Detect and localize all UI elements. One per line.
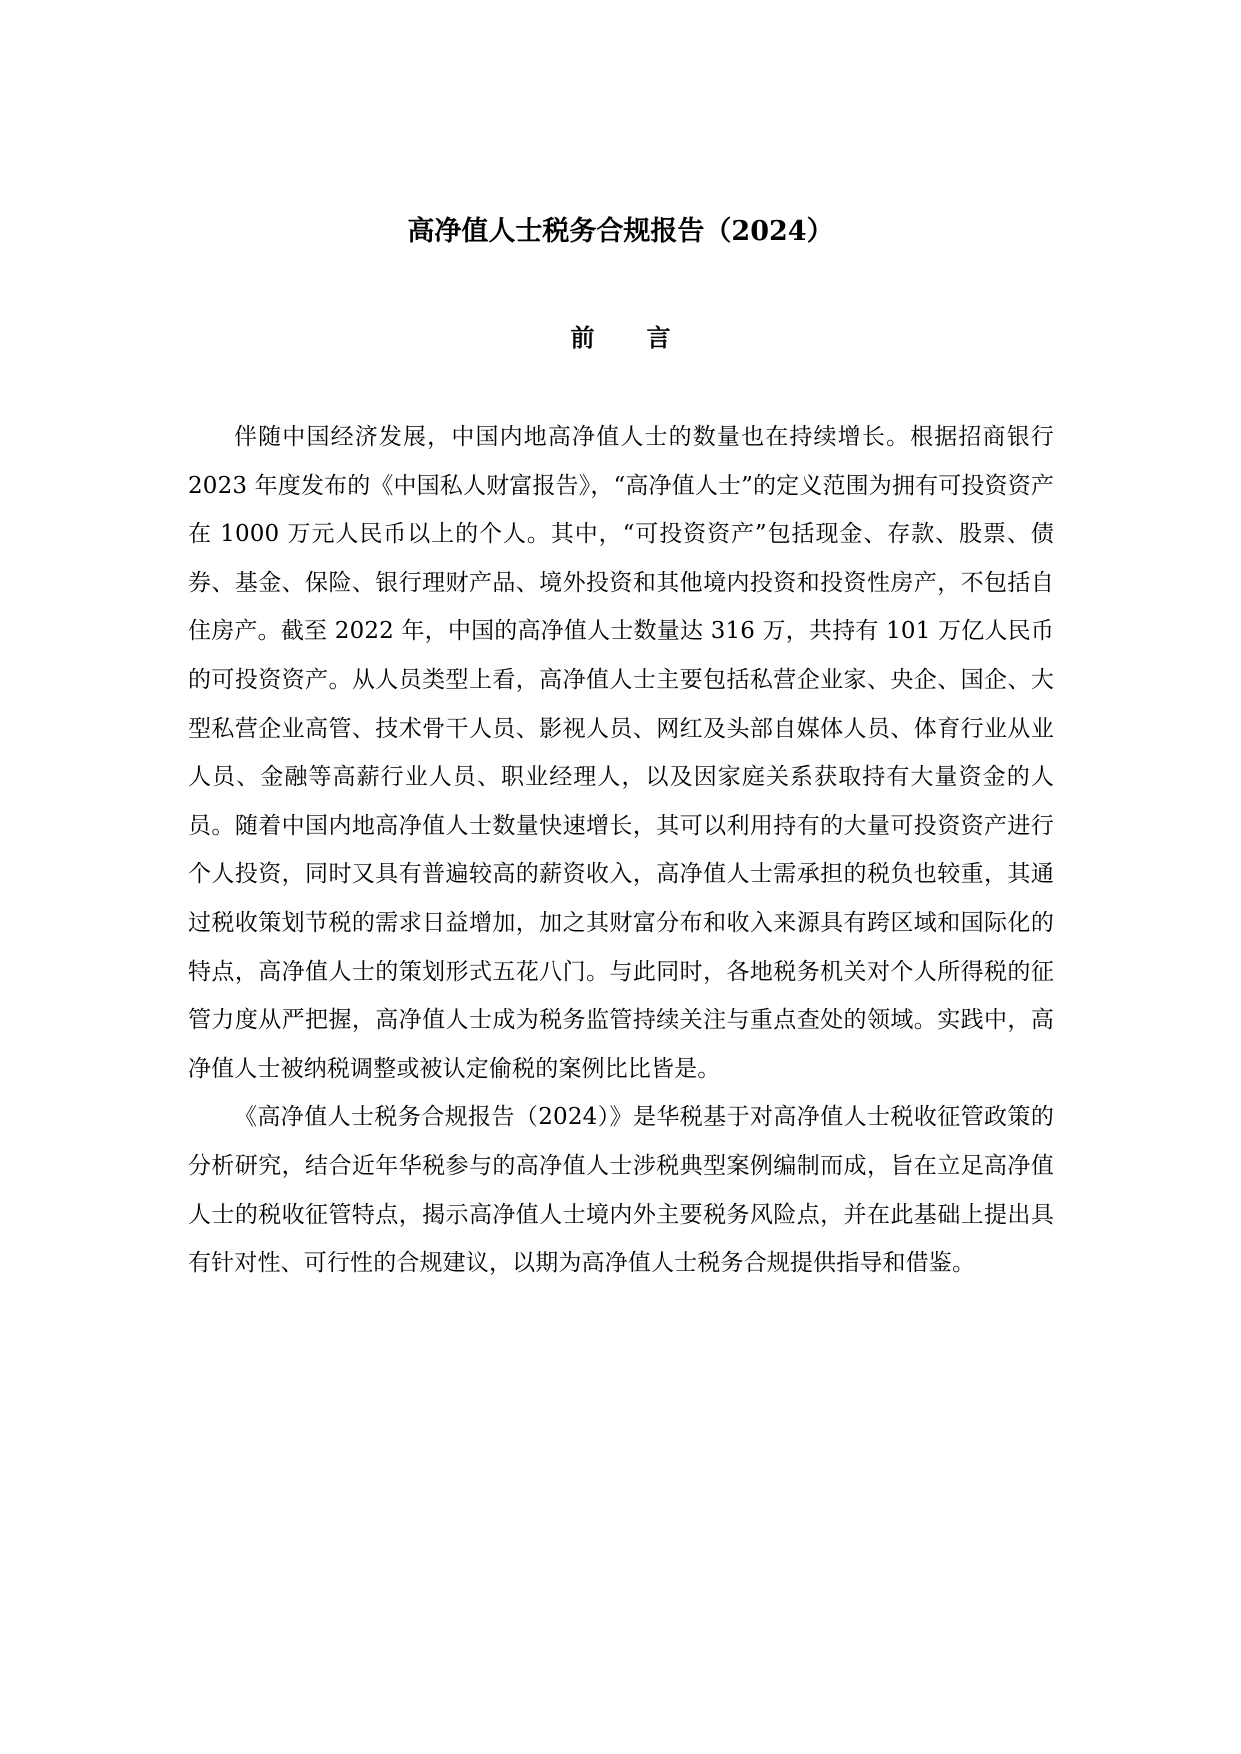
preface-body (188, 413, 1054, 1288)
preface-paragraph-1: 伴随中国经济发展，中国内地高净值人士的数量也在持续增长。根据招商银行 2023 年度发布的《中国私人财富报告》，“高净值人士”的定义范围为拥有可投资资产在 1000 万元人民币以上的个人。其中，“可投资资产”包括现金、存款、股票、债券、基金、保险、银行理财产品、境外投资和其他境内投资和投资性房产，不包括自住房产。截至 2022 年，中国的高净值人士数量达 316 万，共持有 101 万亿人民币的可投资资产。从人员类型上看，高净值人士主要包括私营企业家、央企、国企、大型私营企业高管、技术骨干人员、影视人员、网红及头部自媒体人员、体育行业从业人员、金融等高薪行业人员、职业经理人，以及因家庭关系获取持有大量资金的人员。随着中国内地高净值人士数量快速增长，其可以利用持有的大量可投资资产进行个人投资，同时又具有普遍较高的薪资收入，高净值人士需承担的税负也较重，其通过税收策划节税的需求日益增加，加之其财富分布和收入来源具有跨区域和国际化的特点，高净值人士的策划形式五花八门。与此同时，各地税务机关对个人所得税的征管力度从严把握，高净值人士成为税务监管持续关注与重点查处的领域。实践中，高净值人士被纳税调整或被认定偷税的案例比比皆是。 (188, 424, 1055, 1082)
section-heading-preface (0, 318, 1241, 358)
preface-paragraph-2: 《高净值人士税务合规报告（2024）》是华税基于对高净值人士税收征管政策的分析研究，结合近年华税参与的高净值人士涉税典型案例编制而成，旨在立足高净值人士的税收征管特点，揭示高净值人士境内外主要税务风险点，并在此基础上提出具有针对性、可行性的合规建议，以期为高净值人士税务合规提供指导和借鉴。 (188, 1104, 1054, 1277)
section-heading-char-1: 前 (570, 323, 595, 352)
document-title: 高净值人士税务合规报告（2024） (407, 216, 834, 247)
section-heading-char-2: 言 (646, 323, 671, 352)
